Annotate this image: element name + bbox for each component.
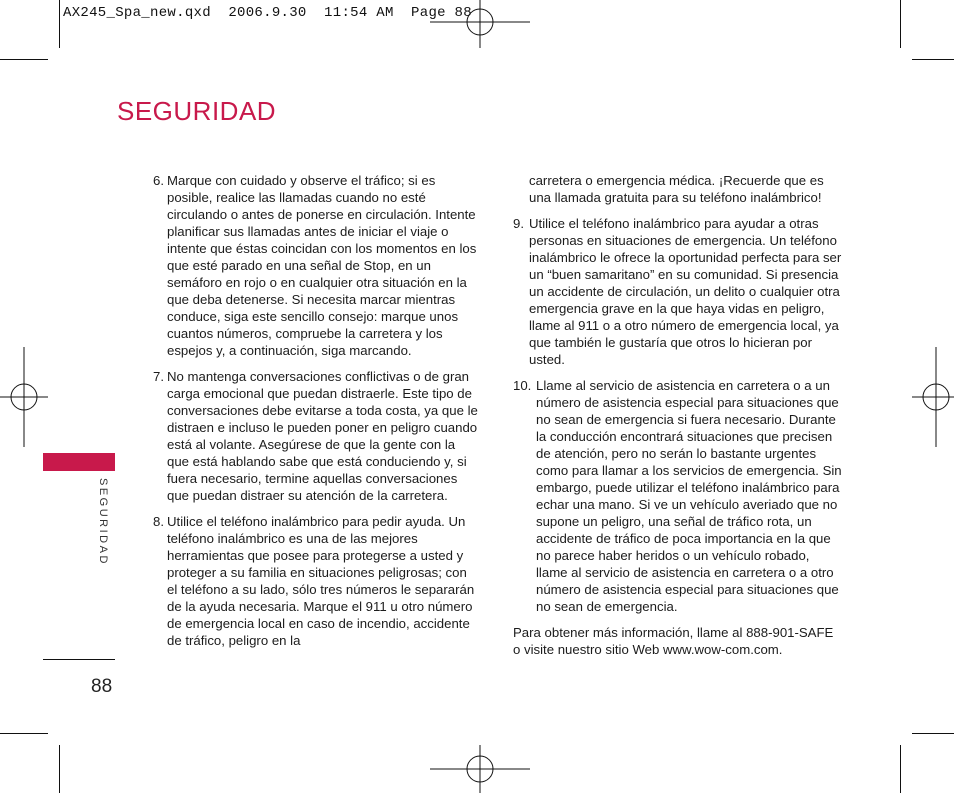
- continuation-text: carretera o emergencia médica. ¡Recuerde que es una llamada gratuita para su teléfono inalámbrico!: [529, 173, 824, 205]
- crop-mark-top-left-vertical: [59, 0, 60, 48]
- list-item-7: [153, 368, 480, 504]
- list-item-number: 8.: [153, 514, 164, 529]
- crop-mark-bottom-right-vertical: [900, 745, 901, 793]
- list-item-text: Llame al servicio de asistencia en carretera o a un número de asistencia especial para situaciones que no sean de emergencia si fuera necesario. Durante la conducción encontrará situaciones que precisen de atención, pero no serán lo bastante urgentes como para llamar a los servicios de emergencia. Sin embargo, puede utilizar el teléfono inalámbrico para echar una mano. Si ve un vehículo averiado que no supone un peligro, una señal de tráfico rota, un accidente de tráfico de poca importancia en la que no parece haber heridos o un vehículo robado, llame al servicio de asistencia en carretera o a otro número de asistencia especial para situaciones que no sean de emergencia.: [536, 378, 842, 614]
- page-title: SEGURIDAD: [117, 96, 277, 126]
- list-item-text: Utilice el teléfono inalámbrico para ayudar a otras personas en situaciones de emergencia. Un teléfono inalámbrico le ofrece la oportunidad perfecta para ser un “buen samaritano” en su comunidad. Si presencia un accidente de circulación, un delito o cualquier otra emergencia grave en la que haya vidas en peligro, llame al 911 o a otro número de emergencia local, ya que también le gustaría que otros lo hicieran por usted.: [529, 216, 842, 367]
- right-column: [513, 172, 843, 658]
- list-item-text: No mantenga conversaciones conflictivas o de gran carga emocional que puedan distraerle. Este tipo de conversaciones debe evitarse a toda costa, ya que le distraen e incluso le pueden poner en peligro cuando está al volante. Asegúrese de que la gente con la que está hablando sabe que está conduciendo y, si fuera necesario, termine aquellas conversaciones que puedan distraer su atención de la carretera.: [167, 369, 478, 503]
- footer-note: Para obtener más información, llame al 888-901-SAFE o visite nuestro sitio Web www.wow-com.com.: [513, 625, 834, 657]
- section-tab-marker: [43, 453, 115, 471]
- page-number: 88: [91, 676, 113, 697]
- crop-mark-bottom-left-horizontal: [0, 733, 48, 734]
- page-number-rule: [43, 659, 115, 660]
- list-item-10: [513, 377, 843, 615]
- list-item-text: Utilice el teléfono inalámbrico para pedir ayuda. Un teléfono inalámbrico es una de las mejores herramientas que posee para protegerse a usted y proteger a su familia en situaciones peligrosas; con el teléfono a su lado, sólo tres números le separarán de la ayuda necesaria. Marque el 911 u otro número de emergencia local en caso de incendio, accidente de tráfico, peligro en la: [167, 514, 475, 648]
- list-item-number: 7.: [153, 369, 164, 384]
- list-item-number: 9.: [513, 216, 524, 231]
- print-slug: AX245_Spa_new.qxd 2006.9.30 11:54 AM Page 88: [63, 5, 472, 21]
- registration-mark-right: [912, 347, 954, 447]
- list-item-9: [513, 215, 843, 368]
- crop-mark-top-left-horizontal: [0, 59, 48, 60]
- crop-mark-bottom-left-vertical: [59, 745, 60, 793]
- registration-mark-bottom: [430, 745, 530, 795]
- section-side-label: SEGURIDAD: [97, 478, 109, 566]
- list-item-text: Marque con cuidado y observe el tráfico; si es posible, realice las llamadas cuando no esté circulando o antes de ponerse en circulación. Intente planificar sus llamadas antes de iniciar el viaje o intente que éstas coincidan con los momentos en los que esté parado en una señal de Stop, en un semáforo en rojo o en cualquier otra situación en la que deba detenerse. Si necesita marcar mientras conduce, siga este sencillo consejo: marque unos cuantos números, compruebe la carretera y los espejos y, a continuación, siga marcando.: [167, 173, 477, 358]
- list-item-number: 6.: [153, 173, 164, 188]
- crop-mark-bottom-right-horizontal: [912, 733, 954, 734]
- crop-mark-top-right-horizontal: [912, 59, 954, 60]
- registration-mark-left: [0, 347, 50, 447]
- list-item-6: [153, 172, 480, 359]
- list-item-8: [153, 513, 480, 649]
- list-item-number: 10.: [513, 378, 532, 393]
- crop-mark-top-right-vertical: [900, 0, 901, 48]
- left-column: [153, 172, 480, 658]
